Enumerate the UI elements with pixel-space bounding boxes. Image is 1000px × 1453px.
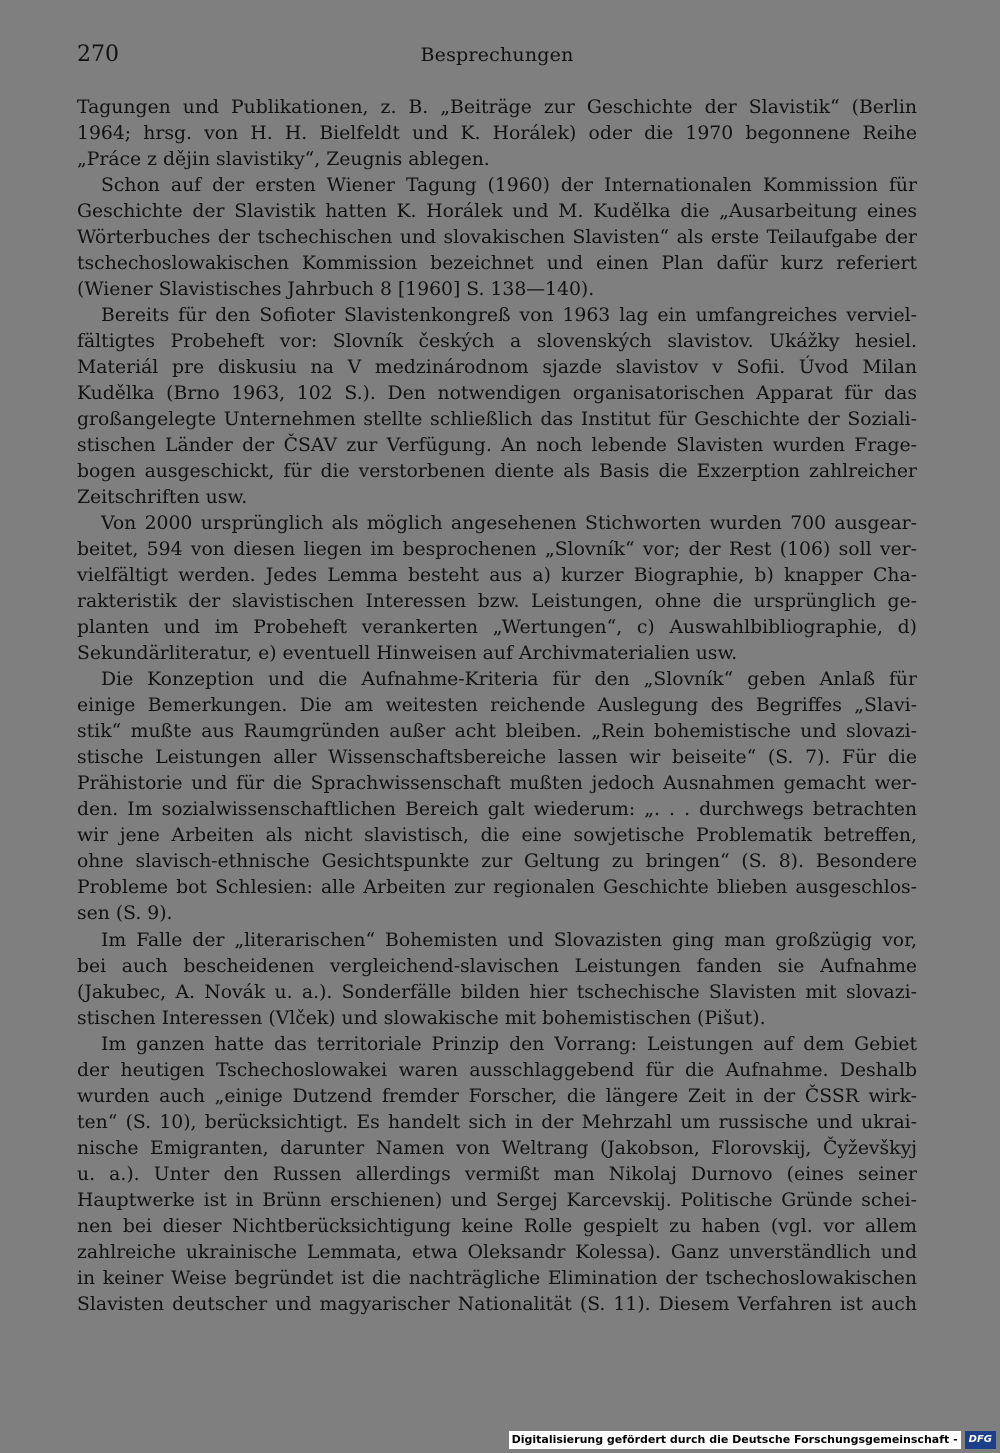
text-line: Zeitschriften usw. (77, 487, 248, 509)
text-line: Kudělka (Brno 1963, 102 S.). Den notwendigen organisatorischen Apparat für das (77, 383, 917, 405)
text-line: vielfältigt werden. Jedes Lemma besteht aus a) kurzer Biographie, b) knapper Cha- (77, 565, 917, 587)
text-line: sen (S. 9). (77, 903, 173, 925)
text-line: stik“ mußte aus Raumgründen außer acht bleiben. „Rein bohemistische und slovazi- (77, 721, 917, 743)
text-line: bei auch bescheidenen vergleichend-slavischen Leistungen fanden sie Aufnahme (77, 955, 917, 977)
text-line: Prähistorie und für die Sprachwissenschaft mußten jedoch Ausnahmen gemacht wer- (77, 773, 917, 795)
text-line: Wörterbuches der tschechischen und slovakischen Slavisten“ als erste Teilaufgabe der (77, 227, 917, 249)
text-line: den. Im sozialwissenschaftlichen Bereich galt wiederum: „. . . durchwegs betrachten (77, 799, 917, 821)
text-line: einige Bemerkungen. Die am weitesten reichende Auslegung des Begriffes „Slavi- (77, 695, 917, 717)
dfg-logo-icon: DFG (965, 1431, 996, 1449)
text-line: Sekundärliteratur, e) eventuell Hinweisen auf Archivmaterialien usw. (77, 643, 738, 665)
text-line: wir jene Arbeiten als nicht slavistisch, die eine sowjetische Problematik betreffen, (77, 825, 917, 847)
text-line: wurden auch „einige Dutzend fremder Forscher, die längere Zeit in der ČSSR wirk- (77, 1085, 917, 1107)
text-line: ten“ (S. 10), berücksichtigt. Es handelt sich in der Mehrzahl um russische und ukrai- (77, 1111, 917, 1133)
text-line: nen bei dieser Nichtberücksichtigung keine Rolle gespielt zu haben (vgl. vor allem (77, 1215, 917, 1237)
text-line: Tagungen und Publikationen, z. B. „Beiträge zur Geschichte der Slavistik“ (Berlin (77, 97, 917, 118)
text-line: Bereits für den Sofioter Slavistenkongreß von 1963 lag ein umfangreiches verviel- (101, 305, 917, 327)
text-line: planten und im Probeheft verankerten „Wertungen“, c) Auswahlbibliographie, d) (77, 617, 917, 639)
page-header (77, 40, 917, 70)
digitization-footer (509, 1431, 996, 1449)
text-line: zahlreiche ukrainische Lemmata, etwa Oleksandr Kolessa). Ganz unverständlich und (77, 1241, 917, 1263)
text-line: tschechoslowakischen Kommission bezeichnet und einen Plan dafür kurz referiert (77, 253, 917, 275)
text-line: stischen Länder der ČSAV zur Verfügung. An noch lebende Slavisten wurden Frage- (77, 435, 917, 457)
body-text (77, 95, 917, 1318)
text-line: u. a.). Unter den Russen allerdings vermißt man Nikolaj Durnovo (eines seiner (77, 1163, 917, 1185)
text-line: ohne slavisch-ethnische Gesichtspunkte zur Geltung zu bringen“ (S. 8). Besondere (77, 851, 917, 873)
text-line: nische Emigranten, darunter Namen von Weltrang (Jakobson, Florovskij, Čyževškyj (77, 1137, 917, 1159)
text-line: Materiál pre diskusiu na V medzinárodnom sjazde slavistov v Sofii. Úvod Milan (77, 357, 917, 379)
text-line: Im ganzen hatte das territoriale Prinzip den Vorrang: Leistungen auf dem Gebiet (101, 1033, 917, 1055)
text-line: Die Konzeption und die Aufnahme-Kriteria für den „Slovník“ geben Anlaß für (101, 669, 917, 691)
text-line: (Jakubec, A. Novák u. a.). Sonderfälle bilden hier tschechische Slavisten mit slovazi- (77, 981, 917, 1003)
text-line: beitet, 594 von diesen liegen im besprochenen „Slovník“ vor; der Rest (106) soll ver- (77, 539, 917, 561)
text-line: Schon auf der ersten Wiener Tagung (1960) der Internationalen Kommission für (101, 175, 917, 197)
text-line: in keiner Weise begründet ist die nachträgliche Elimination der tschechoslowakischen (77, 1267, 917, 1289)
text-line: Probleme bot Schlesien: alle Arbeiten zur regionalen Geschichte blieben ausgeschlos- (77, 877, 917, 899)
text-line: Hauptwerke ist in Brünn erschienen) und Sergej Karcevskij. Politische Gründe schei- (77, 1189, 917, 1211)
text-line: Geschichte der Slavistik hatten K. Horálek und M. Kudělka die „Ausarbeitung eines (77, 201, 917, 223)
text-line: 1964; hrsg. von H. H. Bielfeldt und K. Horálek) oder die 1970 begonnene Reihe (77, 123, 917, 145)
page-number: 270 (77, 42, 119, 67)
text-line: fältigtes Probeheft vor: Slovník českých a slovenských slavistov. Ukážky hesiel. (77, 331, 917, 353)
text-line: der heutigen Tschechoslowakei waren ausschlaggebend für die Aufnahme. Deshalb (77, 1059, 917, 1081)
text-line: stische Leistungen aller Wissenschaftsbereiche lassen wir beiseite“ (S. 7). Für die (77, 747, 917, 769)
footer-credit: Digitalisierung gefördert durch die Deutsche Forschungsgemeinschaft - (509, 1431, 961, 1449)
text-line: Slavisten deutscher und magyarischer Nationalität (S. 11). Diesem Verfahren ist auch (77, 1293, 917, 1315)
text-line: rakteristik der slavistischen Interessen bzw. Leistungen, ohne die ursprünglich ge- (77, 591, 917, 613)
text-line: Im Falle der „literarischen“ Bohemisten und Slovazisten ging man großzügig vor, (101, 929, 917, 951)
text-line: (Wiener Slavistisches Jahrbuch 8 [1960] S. 138—140). (77, 279, 595, 301)
text-line: Von 2000 ursprünglich als möglich angesehenen Stichworten wurden 700 ausgear- (101, 513, 917, 535)
text-line: großangelegte Unternehmen stellte schließlich das Institut für Geschichte der Soziali- (77, 409, 917, 431)
running-head: Besprechungen (420, 44, 574, 66)
text-line: bogen ausgeschickt, für die verstorbenen diente als Basis die Exzerption zahlreicher (77, 461, 917, 483)
text-line: „Práce z dějin slavistiky“, Zeugnis ablegen. (77, 149, 490, 171)
text-line: stischen Interessen (Vlček) und slowakische mit bohemistischen (Pišut). (77, 1007, 766, 1029)
